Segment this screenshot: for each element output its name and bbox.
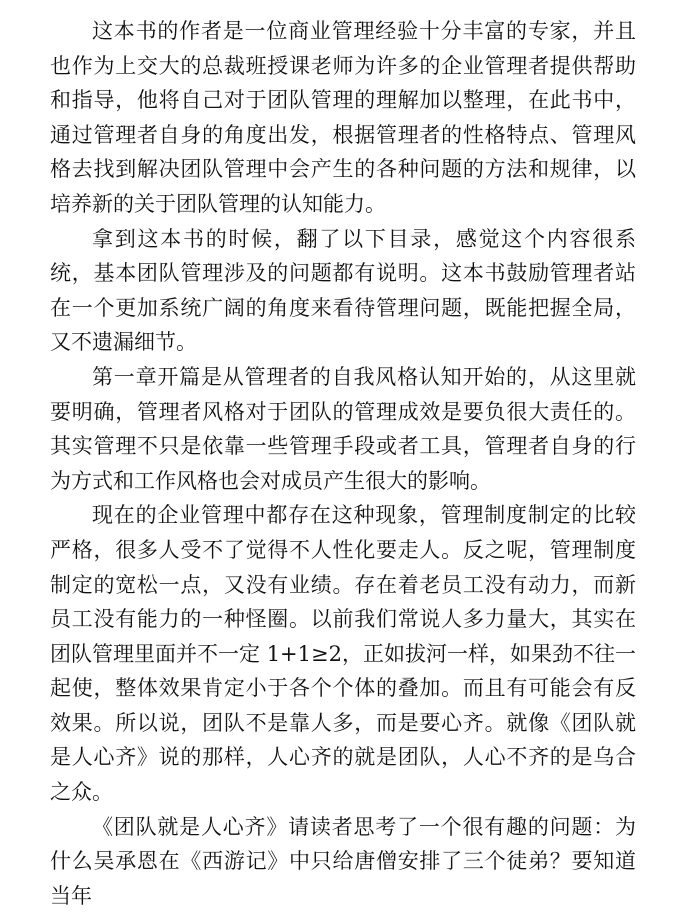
paragraph-journey-west: 《团队就是人心齐》请读者思考了一个很有趣的问题：为什么吴承恩在《西游记》中只给唐僧安排了三个徒弟？要知道当年 (50, 814, 636, 908)
document-page (50, 14, 636, 913)
paragraph-author-intro: 这本书的作者是一位商业管理经验十分丰富的专家，并且也作为上交大的总裁班授课老师为许多的企业管理者提供帮助和指导，他将自己对于团队管理的理解加以整理，在此书中，通过管理者自身的角度出发，根据管理者的性格特点、管理风格去找到解决团队管理中会产生的各种问题的方法和规律，以培养新的关于团队管理的认知能力。 (50, 19, 636, 216)
paragraph-chapter-one: 第一章开篇是从管理者的自我风格认知开始的，从这里就要明确，管理者风格对于团队的管理成效是要负很大责任的。其实管理不只是依靠一些管理手段或者工具，管理者自身的行为方式和工作风格也会对成员产生很大的影响。 (50, 364, 636, 493)
paragraph-team-management: 现在的企业管理中都存在这种现象，管理制度制定的比较严格，很多人受不了觉得不人性化要走人。反之呢，管理制度制定的宽松一点，又没有业绩。存在着老员工没有动力，而新员工没有能力的一种怪圈。以前我们常说人多力量大，其实在团队管理里面并不一定 1+1≥2，正如拔河一样，如果劲不往一起使，整体效果肯定小于各个个体的叠加。而且有可能会有反效果。所以说，团队不是靠人多，而是要心齐。就像《团队就是人心齐》说的那样，人心齐的就是团队，人心不齐的是乌合之众。 (50, 503, 636, 805)
paragraph-table-of-contents: 拿到这本书的时候，翻了以下目录，感觉这个内容很系统，基本团队管理涉及的问题都有说明。这本书鼓励管理者站在一个更加系统广阔的角度来看待管理问题，既能把握全局，又不遗漏细节。 (50, 226, 636, 355)
